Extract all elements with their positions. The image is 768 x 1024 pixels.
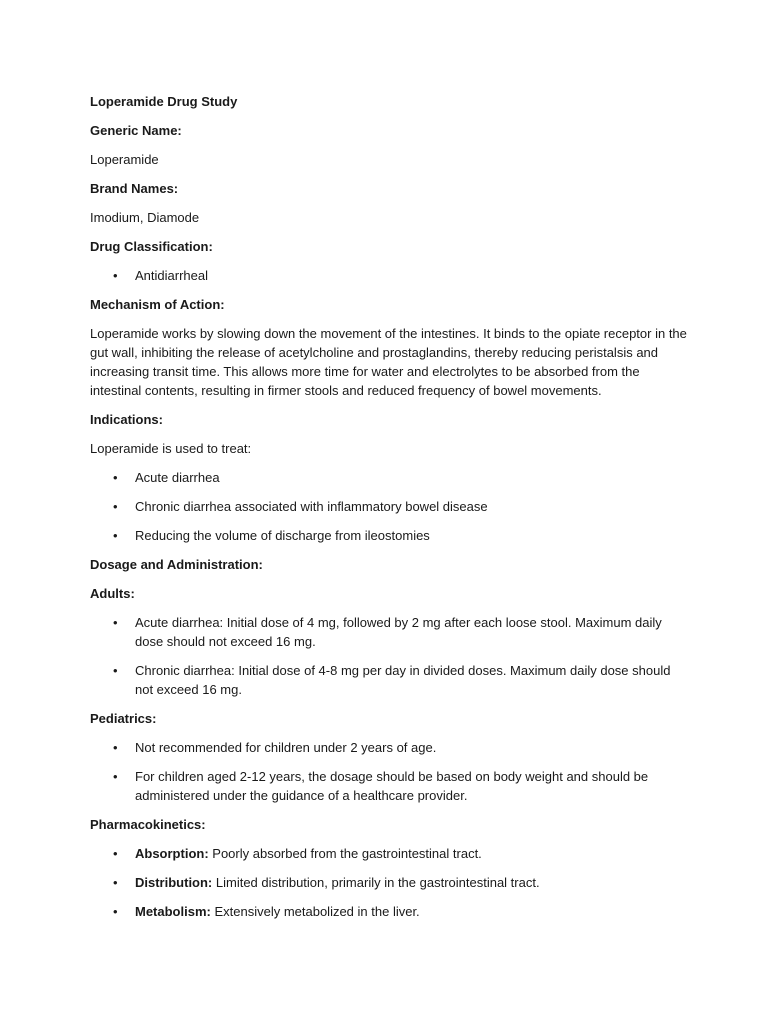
generic-name-heading: Generic Name: [90, 123, 182, 138]
pediatrics-dosage-list [90, 738, 690, 805]
list-item: • Antidiarrheal [90, 266, 690, 285]
mechanism-text: Loperamide works by slowing down the movement of the intestines. It binds to the opiate receptor in the gut wall, inhibiting the release of acetylcholine and prostaglandins, thereby reducing peristalsis and increasing transit time. This allows more time for water and electrolytes to be absorbed from the intestinal contents, resulting in firmer stools and reduced frequency of bowel movements. [90, 326, 687, 398]
metabolism-text: Extensively metabolized in the liver. [210, 904, 420, 919]
list-item [90, 844, 690, 863]
list-item: • Chronic diarrhea: Initial dose of 4-8 mg per day in divided doses. Maximum daily dose should not exceed 16 mg. [90, 661, 690, 699]
absorption-text: Poorly absorbed from the gastrointestinal tract. [208, 846, 482, 861]
generic-name-value: Loperamide [90, 152, 159, 167]
pharmacokinetics-heading: Pharmacokinetics: [90, 817, 206, 832]
list-item: • Acute diarrhea [90, 468, 690, 487]
adults-dosage-list [90, 613, 690, 699]
dosage-heading: Dosage and Administration: [90, 557, 263, 572]
list-item: • For children aged 2-12 years, the dosage should be based on body weight and should be administered under the guidance of a healthcare provider. [90, 767, 690, 805]
brand-names-value: Imodium, Diamode [90, 210, 200, 225]
list-item [90, 873, 690, 892]
document-page [90, 92, 690, 931]
distribution-text: Limited distribution, primarily in the gastrointestinal tract. [212, 875, 540, 890]
indications-intro: Loperamide is used to treat: [90, 441, 252, 456]
list-item [90, 902, 690, 921]
classification-heading: Drug Classification: [90, 239, 213, 254]
classification-list [90, 266, 690, 285]
list-item: • Acute diarrhea: Initial dose of 4 mg, followed by 2 mg after each loose stool. Maximum daily dose should not exceed 16 mg. [90, 613, 690, 651]
adults-heading: Adults: [90, 586, 135, 601]
indications-list [90, 468, 690, 545]
pharmacokinetics-list [90, 844, 690, 921]
list-item: • Chronic diarrhea associated with inflammatory bowel disease [90, 497, 690, 516]
mechanism-heading: Mechanism of Action: [90, 297, 225, 312]
document-title: Loperamide Drug Study [90, 94, 238, 109]
metabolism-label: Metabolism: [135, 904, 211, 919]
indications-heading: Indications: [90, 412, 163, 427]
absorption-label: Absorption: [135, 846, 209, 861]
pediatrics-heading: Pediatrics: [90, 711, 157, 726]
list-item: • Not recommended for children under 2 years of age. [90, 738, 690, 757]
distribution-label: Distribution: [135, 875, 213, 890]
list-item: • Reducing the volume of discharge from ileostomies [90, 526, 690, 545]
brand-names-heading: Brand Names: [90, 181, 179, 196]
